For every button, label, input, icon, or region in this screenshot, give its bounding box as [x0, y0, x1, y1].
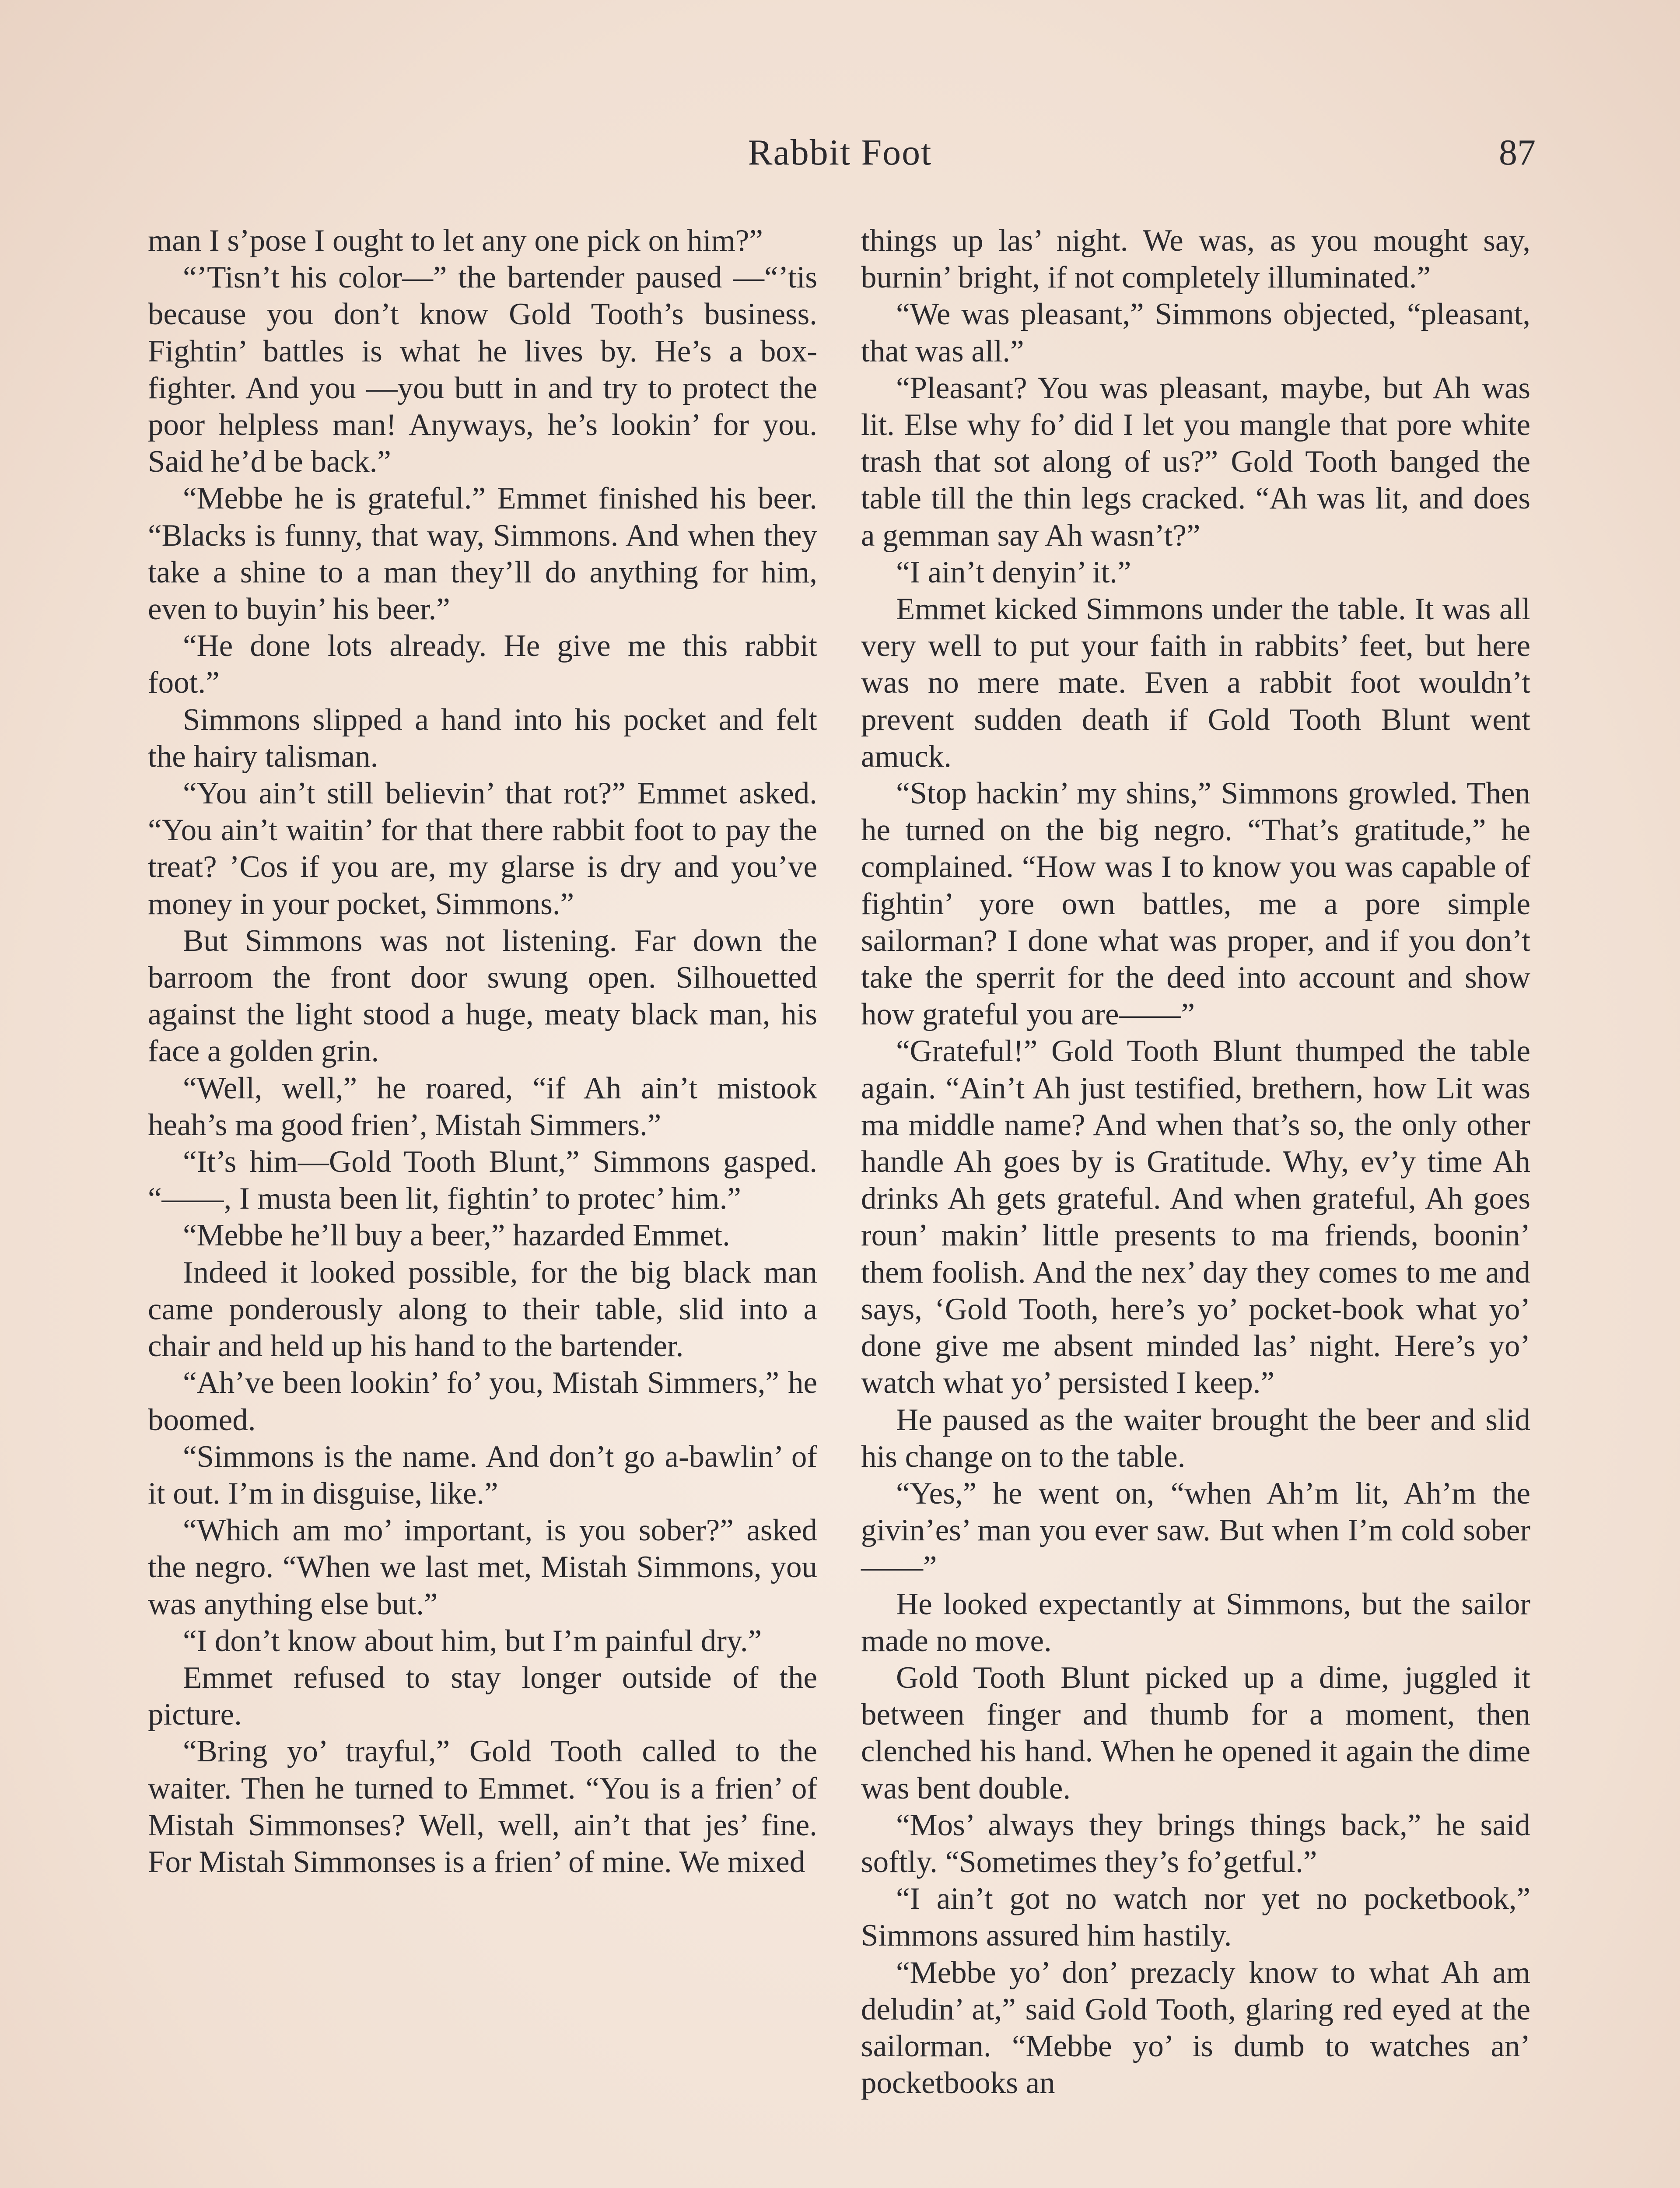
paragraph: “’Tisn’t his color—” the bartender paused —“’tis because you don’t know Gold Tooth’s business. Fightin’ battles is what he lives by. He’s a box-fighter. And you —you butt in and try to protect the poor helpless man! Anyways, he’s lookin’ for you. Said he’d be back.”: [148, 260, 817, 479]
paragraph: Indeed it looked possible, for the big black man came ponderously along to their table, slid into a chair and held up his hand to the bartender.: [148, 1255, 817, 1364]
paragraph: “It’s him—Gold Tooth Blunt,” Simmons gasped. “——, I musta been lit, fightin’ to protec’ him.”: [148, 1145, 817, 1216]
paragraph: He looked expectantly at Simmons, but the sailor made no move.: [861, 1587, 1530, 1658]
running-head: Rabbit Foot: [748, 132, 932, 173]
paragraph: things up las’ night. We was, as you mought say, burnin’ bright, if not completely illuminated.”: [861, 224, 1530, 295]
paragraph: “Which am mo’ important, is you sober?” asked the negro. “When we last met, Mistah Simmons, you was anything else but.”: [148, 1513, 817, 1621]
paragraph: “Simmons is the name. And don’t go a-bawlin’ of it out. I’m in disguise, like.”: [148, 1439, 817, 1511]
paragraph: “Pleasant? You was pleasant, maybe, but Ah was lit. Else why fo’ did I let you mangle that pore white trash that sot along of us?” Gold Tooth banged the table till the thin legs cracked. “Ah was lit, and does a gemman say Ah wasn’t?”: [861, 371, 1530, 553]
paragraph: But Simmons was not listening. Far down the barroom the front door swung open. Silhouetted against the light stood a huge, meaty black man, his face a golden grin.: [148, 923, 817, 1069]
paragraph: “Grateful!” Gold Tooth Blunt thumped the table again. “Ain’t Ah just testified, brethern, how Lit was ma middle name? And when that’s so, the only other handle Ah goes by is Gratitude. Why, ev’y time Ah drinks Ah gets grateful. And when grateful, Ah goes roun’ makin’ little presents to ma friends, boonin’ them foolish. And the nex’ day they comes to me and says, ‘Gold Tooth, here’s yo’ pocket-book what yo’ done give me absent minded las’ night. Here’s yo’ watch what yo’ persisted I keep.”: [861, 1034, 1530, 1400]
paragraph: “We was pleasant,” Simmons objected, “pleasant, that was all.”: [861, 297, 1530, 368]
page-header: [144, 131, 1536, 184]
paragraph: Gold Tooth Blunt picked up a dime, juggled it between finger and thumb for a moment, then clenched his hand. When he opened it again the dime was bent double.: [861, 1660, 1530, 1806]
paragraph: “Well, well,” he roared, “if Ah ain’t mistook heah’s ma good frien’, Mistah Simmers.”: [148, 1071, 817, 1142]
paragraph: “Bring yo’ trayful,” Gold Tooth called to the waiter. Then he turned to Emmet. “You is a frien’ of Mistah Simmonses? Well, well, ain’t that jes’ fine. For Mistah Simmonses is a frien’ of mine. We mixed: [148, 1734, 817, 1879]
paragraph: “Ah’ve been lookin’ fo’ you, Mistah Simmers,” he boomed.: [148, 1366, 817, 1437]
paragraph: Emmet refused to stay longer outside of the picture.: [148, 1660, 817, 1732]
paragraph: “I ain’t got no watch nor yet no pocketbook,” Simmons assured him hastily.: [861, 1882, 1530, 1953]
paragraph: “I don’t know about him, but I’m painful dry.”: [183, 1623, 762, 1658]
paragraph: “Yes,” he went on, “when Ah’m lit, Ah’m the givin’es’ man you ever saw. But when I’m cold sober——”: [861, 1476, 1530, 1585]
paragraph: Simmons slipped a hand into his pocket and felt the hairy talisman.: [148, 702, 817, 774]
paragraph: “I ain’t denyin’ it.”: [896, 555, 1131, 589]
paragraph: man I s’pose I ought to let any one pick on him?”: [148, 224, 763, 258]
right-column: [861, 222, 1530, 2101]
paragraph: “Mebbe he is grateful.” Emmet finished his beer. “Blacks is funny, that way, Simmons. And when they take a shine to a man they’ll do anything for him, even to buyin’ his beer.”: [148, 481, 817, 627]
page-number: 87: [1499, 132, 1536, 173]
paragraph: Emmet kicked Simmons under the table. It was all very well to put your faith in rabbits’ feet, but here was no mere mate. Even a rabbit foot wouldn’t prevent sudden death if Gold Tooth Blunt went amuck.: [861, 592, 1530, 774]
paragraph: “Stop hackin’ my shins,” Simmons growled. Then he turned on the big negro. “That’s gratitude,” he complained. “How was I to know you was capable of fightin’ yore own battles, me a pore simple sailorman? I done what was proper, and if you don’t take the sperrit for the deed into account and show how grateful you are——”: [861, 776, 1530, 1032]
paragraph: “Mebbe he’ll buy a beer,” hazarded Emmet.: [183, 1218, 730, 1253]
paragraph: He paused as the waiter brought the beer and slid his change on to the table.: [861, 1403, 1530, 1474]
paragraph: “You ain’t still believin’ that rot?” Emmet asked. “You ain’t waitin’ for that there rabbit foot to pay the treat? ’Cos if you are, my glarse is dry and you’ve money in your pocket, Simmons.”: [148, 776, 817, 921]
paragraph: “Mebbe yo’ don’ prezacly know to what Ah am deludin’ at,” said Gold Tooth, glaring red eyed at the sailorman. “Mebbe yo’ is dumb to watches an’ pocketbooks an: [861, 1955, 1530, 2100]
paragraph: “Mos’ always they brings things back,” he said softly. “Sometimes they’s fo’getful.”: [861, 1808, 1530, 1879]
left-column: [148, 222, 817, 1880]
paragraph: “He done lots already. He give me this rabbit foot.”: [148, 629, 817, 700]
